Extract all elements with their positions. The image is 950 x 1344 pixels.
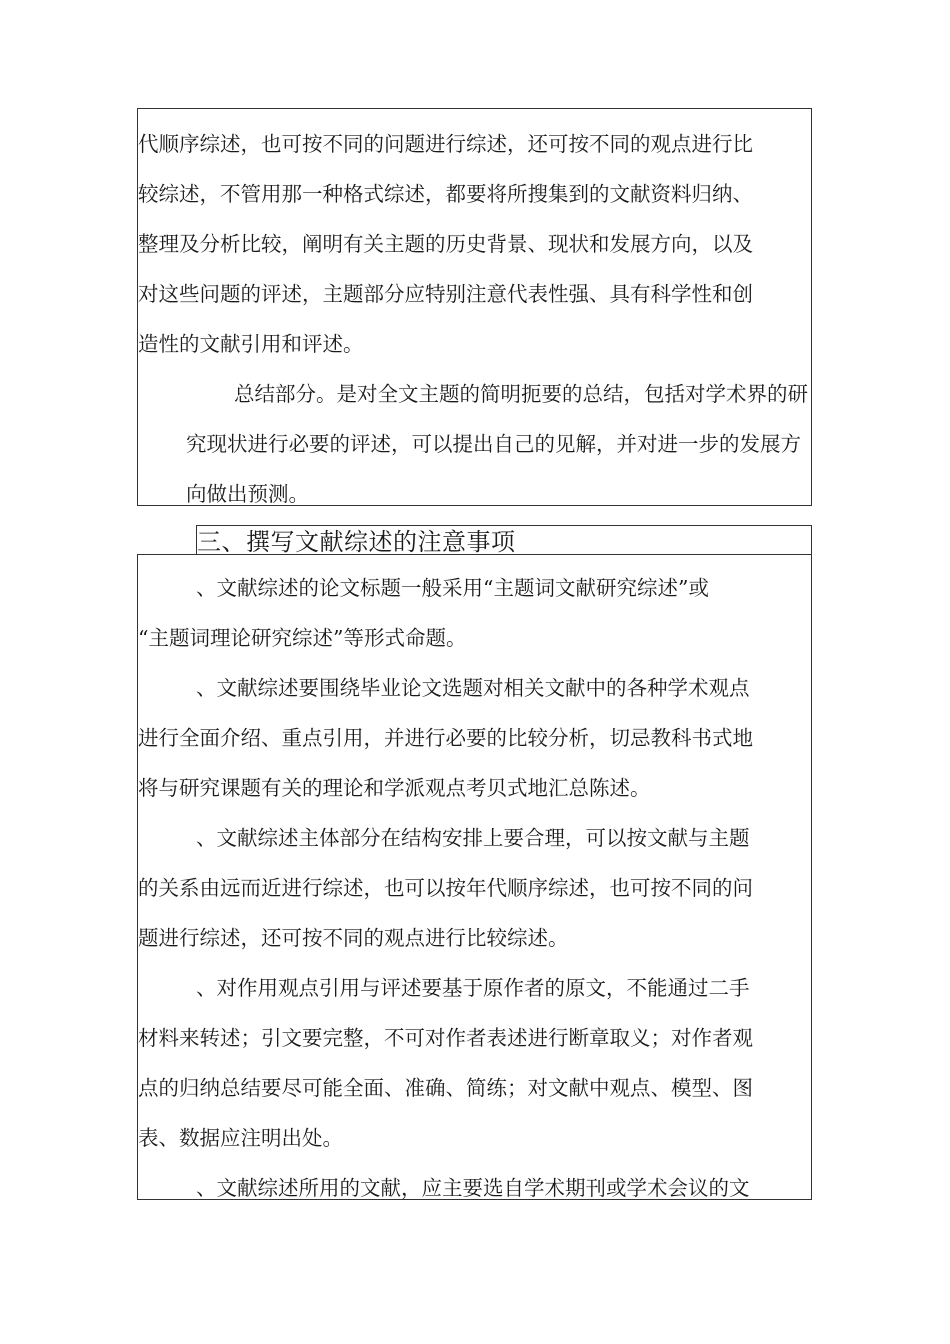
text-line: 究现状进行必要的评述，可以提出自己的见解，并对进一步的发展方 (186, 432, 801, 456)
content-box-bottom (137, 554, 812, 1200)
item-paragraph (138, 563, 813, 663)
section-heading-row (137, 525, 812, 555)
text-line: 整理及分析比较，阐明有关主题的历史背景、现状和发展方向，以及 (138, 232, 753, 256)
section-heading: 三、撰写文献综述的注意事项 (197, 528, 516, 556)
text-line: 较综述，不管用那一种格式综述，都要将所搜集到的文献资料归纳、 (138, 182, 753, 206)
text-line: 材料来转述；引文要完整，不可对作者表述进行断章取义；对作者观 (138, 1026, 753, 1050)
text-line: 总结部分。是对全文主题的简明扼要的总结，包括对学术界的研 (234, 382, 808, 406)
text-line: 、文献综述要围绕毕业论文选题对相关文献中的各种学术观点 (196, 676, 750, 700)
text-line: 将与研究课题有关的理论和学派观点考贝式地汇总陈述。 (138, 776, 651, 800)
item-paragraph (138, 1163, 813, 1213)
text-line: 造性的文献引用和评述。 (138, 332, 364, 356)
text-line: 题进行综述，还可按不同的观点进行比较综述。 (138, 926, 569, 950)
content-box-top (137, 108, 812, 506)
item-paragraph (138, 963, 813, 1163)
item-paragraph (138, 663, 813, 813)
paragraph-summary (138, 369, 813, 519)
text-line: “主题词理论研究综述”等形式命题。 (138, 626, 467, 650)
item-paragraph (138, 813, 813, 963)
text-line: 进行全面介绍、重点引用，并进行必要的比较分析，切忌教科书式地 (138, 726, 753, 750)
text-line: 点的归纳总结要尽可能全面、准确、简练；对文献中观点、模型、图 (138, 1076, 753, 1100)
text-line: 、文献综述的论文标题一般采用“主题词文献研究综述”或 (196, 576, 709, 600)
text-line: 代顺序综述，也可按不同的问题进行综述，还可按不同的观点进行比 (138, 132, 753, 156)
text-line: 表、数据应注明出处。 (138, 1126, 343, 1150)
text-line: 、文献综述主体部分在结构安排上要合理，可以按文献与主题 (196, 826, 750, 850)
section-heading-cell (196, 525, 812, 555)
text-line: 的关系由远而近进行综述，也可以按年代顺序综述，也可按不同的问 (138, 876, 753, 900)
text-line: 向做出预测。 (186, 482, 309, 506)
paragraph-body-continued (138, 119, 813, 369)
text-line: 、文献综述所用的文献，应主要选自学术期刊或学术会议的文 (196, 1176, 750, 1200)
text-line: 、对作用观点引用与评述要基于原作者的原文，不能通过二手 (196, 976, 750, 1000)
text-line: 对这些问题的评述，主题部分应特别注意代表性强、具有科学性和创 (138, 282, 753, 306)
